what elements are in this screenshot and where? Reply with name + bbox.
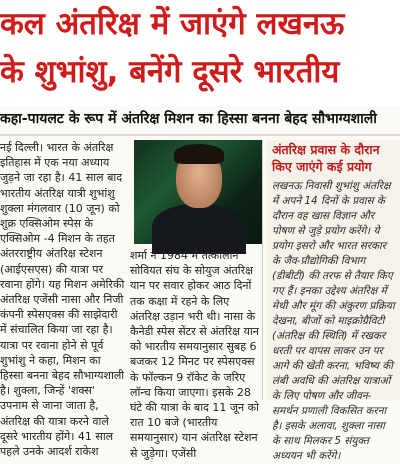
sidebar-body: लखनऊ निवासी शुभांशु अंतरिक्ष में अपने 14 दिनों के प्रवास के दौरान वह खास विज्ञान और पोषण से जुड़े प्रयोग करेंगे। ये प्रयोग इसरो और भारत सरकार के जैव-प्रौद्योगिकी विभाग (डीबीटी) की तरफ से तैयार किए गए हैं। इनका उद्देश्य अंतरिक्ष में मेथी और मूंग की अंकुरण प्रक्रिया देखना, बीजों को माइक्रोग्रैविटी (अंतरिक्ष की स्थिति) में रखकर धरती पर वापस लाकर उन पर आगे की खेती करना, भविष्य की लंबी अवधि की अंतरिक्ष यात्राओं के लिए पोषण और जीवन-समर्थन प्रणाली विकसित करना है। इसके अलावा, शुक्ला नासा के साथ मिलकर 5 संयुक्त अध्ययन भी करेंगे। [272, 180, 395, 462]
headline-block [0, 0, 400, 106]
column-divider [262, 140, 263, 400]
portrait-photo [134, 140, 262, 244]
photo-shirt [152, 204, 246, 254]
photo-hair [174, 144, 224, 164]
headline-line-1: कल अंतरिक्ष में जाएंगे लखनऊ [0, 6, 345, 42]
subheadline: कहा-पायलट के रूप में अंतरिक्ष मिशन का हिस्सा बनना बेहद सौभाग्यशाली [0, 111, 377, 127]
sidebar-box [266, 140, 400, 462]
sidebar-title: अंतरिक्ष प्रवास के दौरान किए जाएंगे कई प्रयोग [272, 142, 380, 174]
article-column-1: नई दिल्ली। भारत के अंतरिक्ष इतिहास में एक नया अध्याय जुड़ने जा रहा है। 41 साल बाद भारतीय अंतरिक्ष यात्री शुभांशु शुक्ला मंगलवार (10 जून) को शुक्र एक्सिओम स्पेस के एक्सिओम -4 मिशन के तहत अंतरराष्ट्रीय अंतरिक्ष स्टेशन (आईएसएस) की यात्रा पर रवाना होंगे। यह मिशन अमेरिकी अंतरिक्ष एजेंसी नासा और निजी कंपनी स्पेसएक्स की साझेदारी में संचालित किया जा रहा है। यात्रा पर रवाना होने से पूर्व शुभांशु ने कहा, मिशन का हिस्सा बनना बेहद सौभाग्यशाली है। शुक्ला, जिन्हें 'शक्स' उपनाम से जाना जाता है, अंतरिक्ष की यात्रा करने वाले दूसरे भारतीय होंगे। 41 साल पहले उनके आदर्श राकेश [0, 141, 125, 459]
divider-rule [0, 134, 400, 136]
article-column-2: शर्मा ने 1984 में तत्कालीन सोवियत संघ के सोयुज अंतरिक्ष यान पर सवार होकर आठ दिनों तक कक्षा में रहने के लिए अंतरिक्ष उड़ान भरी थी। नासा के कैनेडी स्पेस सेंटर से अंतरिक्ष यान को भारतीय समयानुसार सुबह 6 बजकर 12 मिनट पर स्पेसएक्स के फॉल्कन 9 रॉकेट के जरिए लॉन्च किया जाएगा। इसके 28 घंटे की यात्रा के बाद 11 जून को रात 10 बजे (भारतीय समयानुसार) यान अंतरिक्ष स्टेशन से जुड़ेगा। एजेंसी [130, 249, 259, 460]
headline-line-2: के शुभांशु, बनेंगे दूसरे भारतीय [0, 54, 340, 90]
